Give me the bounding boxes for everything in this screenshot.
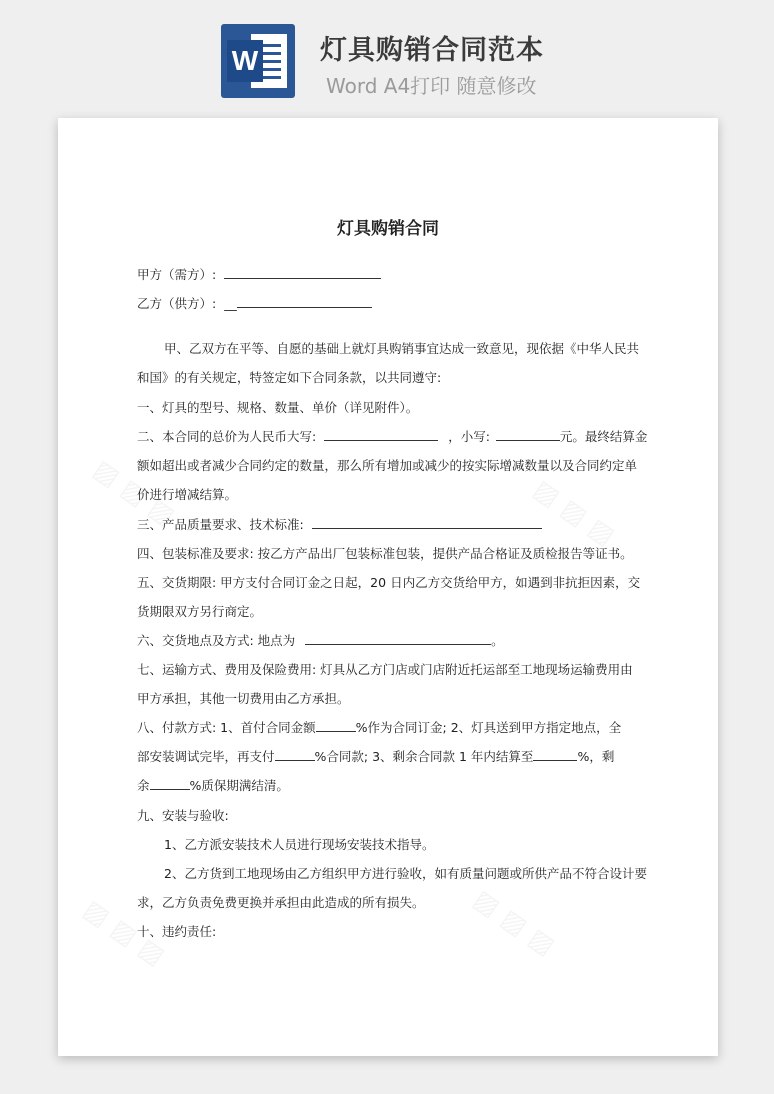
clause-6-text-a: 六、交货地点及方式: 地点为 xyxy=(137,633,296,648)
clause-6-line xyxy=(137,631,504,649)
document-title: 灯具购销合同 xyxy=(337,219,439,239)
intro-line-1: 甲、乙双方在平等、自愿的基础上就灯具购销事宜达成一致意见，现依据《中华人民共 xyxy=(164,341,640,356)
party-b-blank[interactable] xyxy=(237,294,372,308)
party-a-label: 甲方（需方）: xyxy=(137,267,217,282)
clause-8-text-a: 八、付款方式: 1、首付合同金额 xyxy=(137,720,316,735)
document-page xyxy=(58,118,718,1056)
clause-6-text-b: 。 xyxy=(491,633,504,648)
deposit-percent-blank[interactable] xyxy=(316,718,356,732)
party-b-line xyxy=(137,294,372,312)
settlement-percent-blank[interactable] xyxy=(533,747,577,761)
clause-2-text-a: 二、本合同的总价为人民币大写: xyxy=(137,429,317,444)
clause-3-text: 三、产品质量要求、技术标准: xyxy=(137,517,304,532)
clause-3-line xyxy=(137,515,542,533)
clause-8-text-c: 部安装调试完毕，再支付 xyxy=(137,749,275,764)
clause-8-text-g: %质保期满结清。 xyxy=(189,778,289,793)
intro-line-2: 和国》的有关规定，特签定如下合同条款，以共同遵守: xyxy=(137,370,442,385)
party-b-prefix: __ xyxy=(224,296,237,311)
party-a-line xyxy=(137,265,381,283)
clause-8-line-1 xyxy=(137,718,621,736)
clause-9-item-1: 1、乙方派安装技术人员进行现场安装技术指导。 xyxy=(164,837,435,852)
party-b-label: 乙方（供方）: xyxy=(137,296,217,311)
clause-2-line-2: 额如超出或者减少合同约定的数量，那么所有增加或减少的按实际增减数量以及合同约定单 xyxy=(137,458,638,473)
watermark xyxy=(528,474,620,551)
clause-8-line-3 xyxy=(137,776,289,794)
watermark xyxy=(468,884,560,961)
clause-2-line-1 xyxy=(137,427,647,445)
total-price-uppercase-blank[interactable] xyxy=(324,427,438,441)
header-title: 灯具购销合同范本 xyxy=(320,35,544,66)
clause-8-text-d: %合同款; 3、剩余合同款 1 年内结算至 xyxy=(314,749,534,764)
clause-1: 一、灯具的型号、规格、数量、单价（详见附件）。 xyxy=(137,400,419,415)
clause-7-line-2: 甲方承担，其他一切费用由乙方承担。 xyxy=(137,691,350,706)
clause-8-line-2 xyxy=(137,747,614,765)
clause-8-text-e: %，剩 xyxy=(577,749,615,764)
clause-8-text-b: %作为合同订金; 2、灯具送到甲方指定地点，全 xyxy=(355,720,622,735)
clause-2-text-c: 元。最终结算金 xyxy=(559,429,648,444)
clause-4: 四、包装标准及要求: 按乙方产品出厂包装标准包装，提供产品合格证及质检报告等证书。 xyxy=(137,546,633,561)
clause-9-item-2-line-1: 2、乙方货到工地现场由乙方组织甲方进行验收，如有质量问题或所供产品不符合设计要 xyxy=(164,866,647,881)
word-icon-letter: W xyxy=(227,40,263,82)
word-document-icon xyxy=(221,24,295,98)
quality-standard-blank[interactable] xyxy=(312,515,542,529)
party-a-blank[interactable] xyxy=(224,265,381,279)
clause-8-text-f: 余 xyxy=(137,778,150,793)
clause-5-line-1: 五、交货期限: 甲方支付合同订金之日起，20 日内乙方交货给甲方，如遇到非抗拒因素，交 xyxy=(137,575,641,590)
total-price-number-blank[interactable] xyxy=(496,427,560,441)
clause-2-text-b: ，小写: xyxy=(448,429,490,444)
warranty-percent-blank[interactable] xyxy=(150,776,190,790)
clause-9: 九、安装与验收: xyxy=(137,808,229,823)
clause-5-line-2: 货期限双方另行商定。 xyxy=(137,604,263,619)
header-subtitle: Word A4打印 随意修改 xyxy=(326,74,537,98)
second-payment-percent-blank[interactable] xyxy=(275,747,315,761)
delivery-location-blank[interactable] xyxy=(305,631,491,645)
clause-10: 十、违约责任: xyxy=(137,924,217,939)
clause-2-line-3: 价进行增减结算。 xyxy=(137,487,238,502)
clause-7-line-1: 七、运输方式、费用及保险费用: 灯具从乙方门店或门店附近托运部至工地现场运输费用由 xyxy=(137,662,633,677)
clause-9-item-2-line-2: 求，乙方负责免费更换并承担由此造成的所有损失。 xyxy=(137,895,425,910)
header-banner xyxy=(0,0,774,110)
